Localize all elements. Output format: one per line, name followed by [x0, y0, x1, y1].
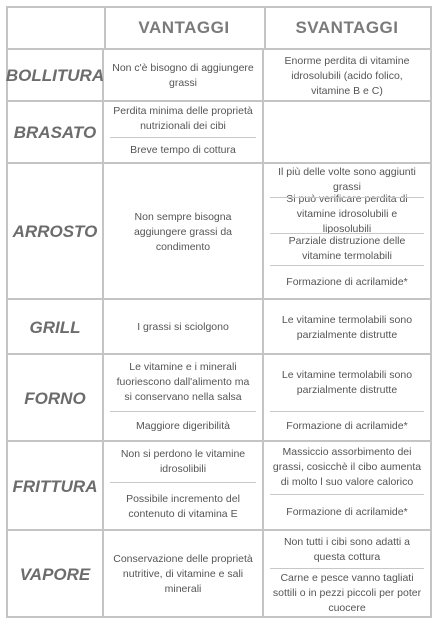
svantaggi-cell: [264, 355, 430, 442]
vantaggi-cell: [104, 102, 264, 164]
svantaggi-item: Formazione di acrilamide*: [286, 419, 408, 432]
svantaggi-cell: [264, 300, 430, 355]
vantaggi-item: Conservazione delle proprietà nutritive, di vitamine e sali minerali: [113, 553, 253, 595]
table-row: [8, 529, 430, 618]
vantaggi-item: Le vitamine e i minerali fuoriescono dall'alimento ma si conservano nella salsa: [116, 361, 250, 404]
header-divider-2: [264, 8, 266, 48]
vantaggi-cell: [104, 355, 264, 442]
cell-divider: [270, 411, 424, 412]
vantaggi-item: I grassi si sciolgono: [137, 321, 229, 333]
table-row: [8, 162, 430, 300]
table-row: [5, 48, 430, 102]
svantaggi-item: Il più delle volte sono aggiunti grassi: [278, 166, 416, 194]
vantaggi-item: Non c'è bisogno di aggiungere grassi: [112, 62, 254, 89]
method-name: FRITTURA: [8, 442, 104, 531]
table-row: [8, 440, 430, 531]
comparison-table: [6, 6, 432, 618]
svantaggi-item: Massiccio assorbimento dei grassi, cosicchè il cibo aumenta di molto l suo valore calorico: [272, 446, 422, 489]
svantaggi-item: Formazione di acrilamide*: [286, 505, 408, 518]
vantaggi-item: Possibile incremento del contenuto di vitamina E: [126, 492, 240, 520]
method-name: BOLLITURA: [8, 50, 104, 102]
method-name: GRILL: [8, 300, 104, 355]
cell-divider: [270, 568, 424, 569]
header-svantaggi: SVANTAGGI: [295, 18, 399, 37]
table-row: [8, 353, 430, 442]
cell-divider: [110, 137, 256, 138]
svantaggi-item: Si può verificare perdita di vitamine idrosolubili e liposolubili: [286, 193, 408, 236]
vantaggi-item: Maggiore digeribilità: [136, 419, 230, 432]
cell-divider: [270, 197, 424, 198]
method-name: BRASATO: [8, 102, 104, 164]
method-name: FORNO: [8, 355, 104, 442]
svantaggi-cell: [264, 164, 430, 300]
svantaggi-item: Non tutti i cibi sono adatti a questa cottura: [283, 535, 411, 563]
svantaggi-cell: [264, 102, 430, 164]
method-name: ARROSTO: [8, 164, 104, 300]
vantaggi-item: Perdita minima delle proprietà nutrizionali dei cibi: [113, 105, 253, 133]
cell-divider: [110, 411, 256, 412]
method-name: VAPORE: [8, 531, 104, 618]
svantaggi-item: Le vitamine termolabili sono parzialmente distrutte: [281, 368, 413, 396]
vantaggi-item: Non sempre bisogna aggiungere grassi da condimento: [133, 210, 233, 253]
svantaggi-item: Parziale distruzione delle vitamine termolabili: [288, 234, 406, 262]
svantaggi-cell: [264, 50, 430, 102]
vantaggi-item: Breve tempo di cottura: [130, 143, 236, 156]
svantaggi-item: Enorme perdita di vitamine idrosolubili (acido folico, vitamine B e C): [284, 54, 410, 97]
vantaggi-cell: [104, 164, 264, 300]
vantaggi-cell: [104, 531, 264, 618]
svantaggi-cell: [264, 442, 430, 531]
cell-divider: [110, 482, 256, 483]
cell-divider: [270, 494, 424, 495]
header-divider-1: [104, 8, 106, 48]
vantaggi-cell: [104, 50, 264, 102]
svantaggi-cell: [264, 531, 430, 618]
vantaggi-cell: [104, 300, 264, 355]
header-vantaggi: VANTAGGI: [138, 18, 230, 37]
table-row: [8, 298, 430, 355]
vantaggi-item: Non si perdono le vitamine idrosolibili: [120, 448, 246, 476]
svantaggi-item: Formazione di acrilamide*: [286, 275, 408, 288]
vantaggi-cell: [104, 442, 264, 531]
table-row: [8, 100, 430, 164]
svantaggi-item: Le vitamine termolabili sono parzialmente distrutte: [281, 313, 413, 341]
cell-divider: [270, 265, 424, 266]
cell-divider: [270, 233, 424, 234]
svantaggi-item: Carne e pesce vanno tagliati sottili o in pezzi piccoli per poter cuocere: [272, 571, 422, 614]
